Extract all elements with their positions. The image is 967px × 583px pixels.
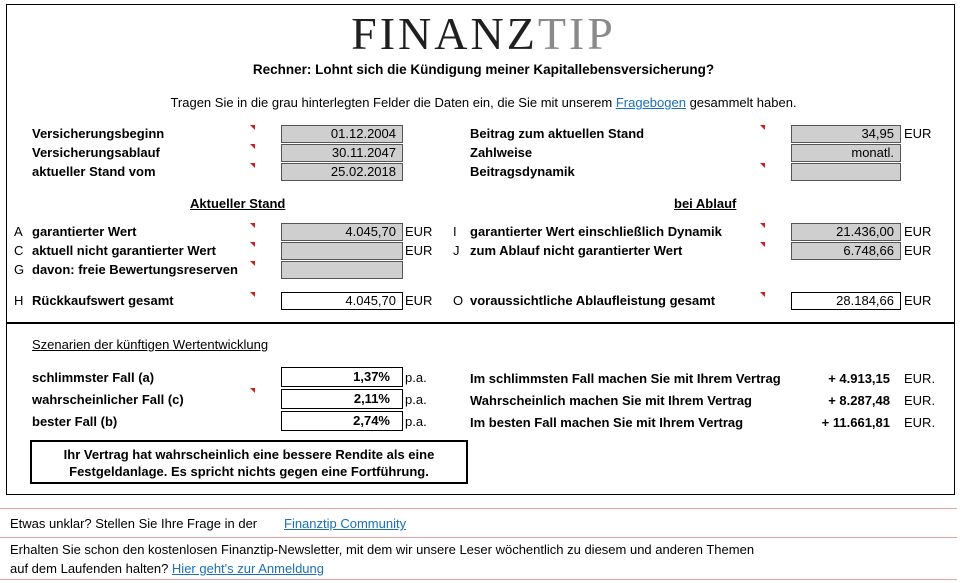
row-letter: I (453, 224, 457, 239)
comment-marker (250, 261, 255, 266)
premium-field[interactable]: 34,95 (791, 125, 901, 143)
row-letter: O (453, 293, 464, 308)
comment-marker (250, 388, 255, 393)
maturity-non-guaranteed-field[interactable]: 6.748,66 (791, 242, 901, 260)
best-case-unit: p.a. (405, 414, 427, 429)
comment-marker (250, 125, 255, 130)
best-case-rate: 2,74% (281, 411, 403, 431)
newsletter-text: Erhalten Sie schon den kostenlosen Finanztip-Newsletter, mit dem wir unsere Leser wöchentlich zu diesem und anderen Themen (10, 542, 755, 557)
comment-marker (250, 223, 255, 228)
worst-case-unit: p.a. (405, 370, 427, 385)
non-guaranteed-value-unit: EUR (405, 243, 433, 258)
worst-case-result: + 4.913,15 (828, 371, 890, 386)
status-date-field[interactable]: 25.02.2018 (281, 163, 403, 181)
comment-marker (760, 125, 765, 130)
comment-marker (760, 242, 765, 247)
newsletter-text-line-2: auf dem Laufenden halten? Hier geht's zur Anmeldung (10, 561, 324, 576)
end-date-field[interactable]: 30.11.2047 (281, 144, 403, 162)
guaranteed-value-label: garantierter Wert (32, 224, 137, 239)
question-text: Etwas unklar? Stellen Sie Ihre Frage in der (10, 516, 258, 531)
start-date-label: Versicherungsbeginn (32, 126, 165, 141)
finanztip-logo: FINANZTIP (351, 8, 616, 59)
scenarios-heading: Szenarien der künftigen Wertentwicklung (32, 337, 269, 352)
valuation-reserves-field[interactable] (281, 261, 403, 279)
comment-marker (250, 163, 255, 168)
start-date-field[interactable]: 01.12.2004 (281, 125, 403, 143)
best-case-result: + 11.661,81 (821, 415, 890, 430)
worst-case-rate: 1,37% (281, 367, 403, 387)
maturity-heading: bei Ablauf (674, 196, 737, 211)
conclusion-line-2: Festgeldanlage. Es spricht nichts gegen eine Fortführung. (69, 464, 429, 479)
expected-maturity-unit: EUR (904, 293, 932, 308)
surrender-value-field: 4.045,70 (281, 292, 403, 310)
valuation-reserves-label: davon: freie Bewertungsreserven (32, 262, 238, 277)
surrender-value-label: Rückkaufswert gesamt (32, 293, 174, 308)
likely-case-unit: p.a. (405, 392, 427, 407)
page-title: Rechner: Lohnt sich die Kündigung meiner Kapitallebensversicherung? (252, 62, 715, 77)
row-letter: J (453, 243, 460, 258)
premium-label: Beitrag zum aktuellen Stand (470, 126, 645, 141)
likely-case-currency: EUR. (904, 393, 936, 408)
best-case-currency: EUR. (904, 415, 936, 430)
comment-marker (760, 163, 765, 168)
row-letter: H (14, 293, 24, 308)
best-case-result-label: Im besten Fall machen Sie mit Ihrem Vertrag (470, 415, 744, 430)
comment-marker (250, 144, 255, 149)
expected-maturity-label: voraussichtliche Ablaufleistung gesamt (470, 293, 716, 308)
payment-frequency-field[interactable]: monatl. (791, 144, 901, 162)
comment-marker (760, 292, 765, 297)
newsletter-signup-link[interactable]: Hier geht's zur Anmeldung (171, 561, 324, 576)
non-guaranteed-value-label: aktuell nicht garantierter Wert (32, 243, 216, 258)
worst-case-label: schlimmster Fall (a) (32, 370, 155, 385)
community-link[interactable]: Finanztip Community (284, 516, 407, 531)
likely-case-label: wahrscheinlicher Fall (c) (32, 392, 184, 407)
footer-divider (0, 537, 957, 538)
comment-marker (250, 292, 255, 297)
guaranteed-dynamic-label: garantierter Wert einschließlich Dynamik (470, 224, 722, 239)
surrender-value-unit: EUR (405, 293, 433, 308)
row-letter: C (14, 243, 24, 258)
guaranteed-value-field[interactable]: 4.045,70 (281, 223, 403, 241)
expected-maturity-field: 28.184,66 (791, 292, 901, 310)
questionnaire-link[interactable]: Fragebogen (615, 95, 686, 110)
conclusion-box (30, 440, 468, 484)
current-state-heading: Aktueller Stand (190, 196, 286, 211)
premium-dynamic-field[interactable] (791, 163, 901, 181)
footer-divider (0, 508, 957, 509)
comment-marker (760, 223, 765, 228)
worst-case-result-label: Im schlimmsten Fall machen Sie mit Ihrem Vertrag (470, 371, 781, 386)
likely-case-rate: 2,11% (281, 389, 403, 409)
best-case-label: bester Fall (b) (32, 414, 118, 429)
payment-frequency-label: Zahlweise (470, 145, 533, 160)
footer-divider (0, 579, 957, 580)
status-date-label: aktueller Stand vom (32, 164, 156, 179)
intro-text: Tragen Sie in die grau hinterlegten Felder die Daten ein, die Sie mit unserem Fragebogen gesammelt haben. (170, 95, 797, 110)
guaranteed-value-unit: EUR (405, 224, 433, 239)
maturity-non-guaranteed-label: zum Ablauf nicht garantierter Wert (470, 243, 683, 258)
end-date-label: Versicherungsablauf (32, 145, 160, 160)
premium-dynamic-label: Beitragsdynamik (470, 164, 575, 179)
maturity-non-guaranteed-unit: EUR (904, 243, 932, 258)
likely-case-result-label: Wahrscheinlich machen Sie mit Ihrem Vertrag (470, 393, 753, 408)
comment-marker (250, 242, 255, 247)
row-letter: G (14, 262, 25, 277)
guaranteed-dynamic-unit: EUR (904, 224, 932, 239)
conclusion-line-1: Ihr Vertrag hat wahrscheinlich eine bessere Rendite als eine (63, 447, 435, 462)
guaranteed-dynamic-field[interactable]: 21.436,00 (791, 223, 901, 241)
row-letter: A (14, 224, 23, 239)
non-guaranteed-value-field[interactable] (281, 242, 403, 260)
likely-case-result: + 8.287,48 (828, 393, 890, 408)
premium-unit: EUR (904, 126, 932, 141)
worst-case-currency: EUR. (904, 371, 936, 386)
